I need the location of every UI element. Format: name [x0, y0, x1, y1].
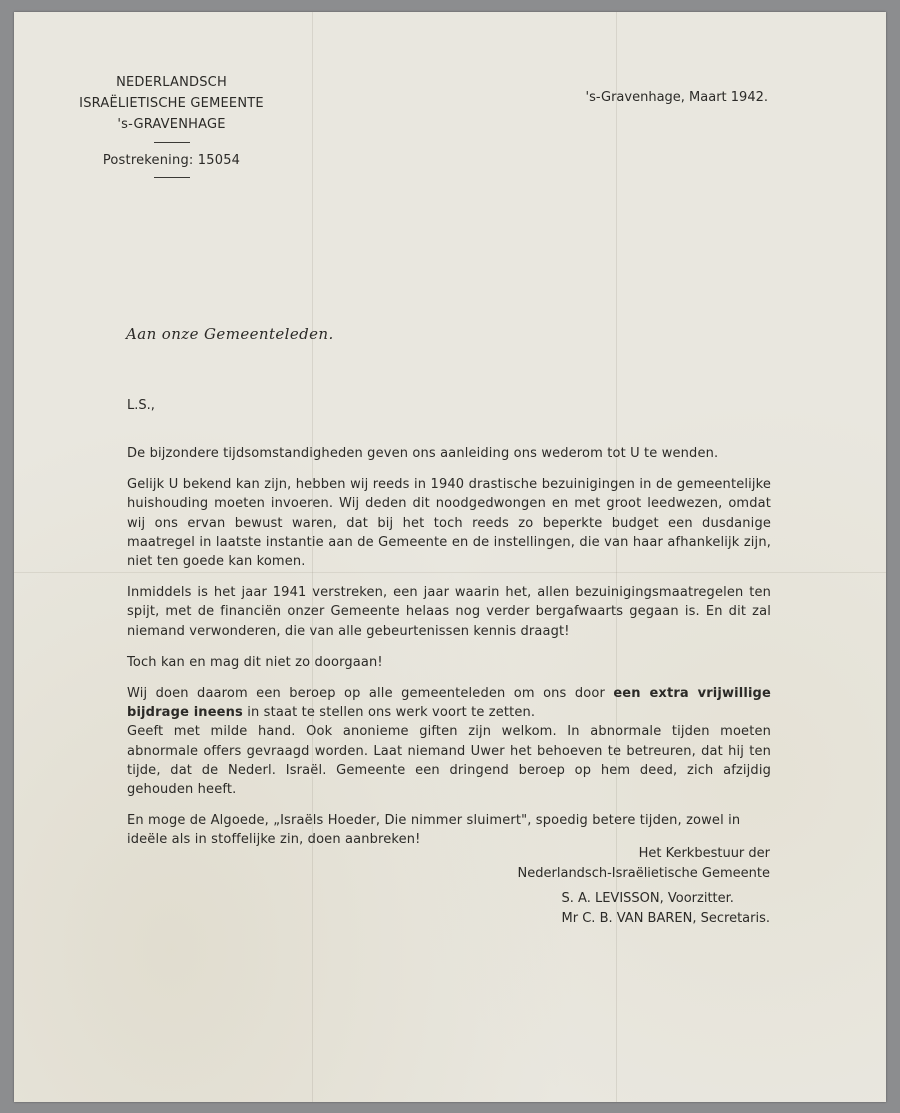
- paragraph-text: in staat te stellen ons werk voort te zetten.: [242, 705, 536, 721]
- bold-emphasis: een extra vrijwillige bijdrage ineens: [127, 686, 771, 721]
- letter-sheet: [14, 12, 886, 1102]
- signature-line: Nederlandsch-Israëlietische Gemeente: [517, 865, 770, 881]
- opening-ls: L.S.,: [127, 398, 155, 413]
- signatory-secretary: Mr C. B. VAN BAREN, Secretaris.: [561, 910, 770, 926]
- signature-line: Het Kerkbestuur der: [638, 846, 770, 861]
- salutation: Aan onze Gemeenteleden.: [126, 325, 334, 343]
- letterhead: [74, 72, 269, 187]
- divider: [154, 142, 190, 143]
- signatories: [562, 889, 770, 928]
- letterhead-line: NEDERLANDSCH: [116, 75, 227, 90]
- place-date: 's-Gravenhage, Maart 1942.: [585, 90, 768, 105]
- letter-body: [127, 444, 771, 862]
- divider: [154, 177, 190, 178]
- letterhead-line: 's-GRAVENHAGE: [117, 117, 226, 132]
- letterhead-line: ISRAËLIETISCHE GEMEENTE: [79, 96, 264, 111]
- paragraph: Inmiddels is het jaar 1941 verstreken, een jaar waarin het, allen bezuinigingsmaatregelen ten spijt, met de financiën onzer Gemeente helaas nog verder bergafwaarts gegaan is. En dit zal niemand verwonderen, die van alle gebeurtenissen kennis draagt!: [127, 585, 771, 639]
- paragraph: De bijzondere tijdsomstandigheden geven ons aanleiding ons wederom tot U te wenden.: [127, 446, 719, 461]
- paragraph: [127, 684, 771, 799]
- postrekening: Postrekening: 15054: [102, 153, 241, 168]
- paragraph-text: Geeft met milde hand. Ook anonieme giften zijn welkom. In abnormale tijden moeten abnormale offers gevraagd worden. Laat niemand Uwer het behoeven te betreuren, dat hij ten tijde, dat de Nederl. Israël. Gemeente een dringend beroep op hem deed, zich afzijdig gehouden heeft.: [127, 724, 771, 798]
- signatory-chair: S. A. LEVISSON, Voorzitter.: [561, 891, 734, 906]
- paragraph: Toch kan en mag dit niet zo doorgaan!: [127, 654, 383, 670]
- paragraph-text: Wij doen daarom een beroep op alle gemeenteleden om ons door: [127, 686, 614, 702]
- signature-block: [518, 844, 770, 928]
- paragraph: Gelijk U bekend kan zijn, hebben wij reeds in 1940 drastische bezuinigingen in de gemeentelijke huishouding moeten invoeren. Wij deden dit noodgedwongen en met groot leedwezen, omdat wij ons ervan bewust waren, dat bij het toch reeds zo beperkte budget een dusdanige maatregel in laatste instantie aan de Gemeente en de instellingen, die van haar afhankelijk zijn, niet ten goede kan komen.: [127, 477, 771, 570]
- paragraph: En moge de Algoede, „Israëls Hoeder, Die nimmer sluimert", spoedig betere tijden, zowel in ideële als in stoffelijke zin, doen aanbreken!: [127, 813, 741, 848]
